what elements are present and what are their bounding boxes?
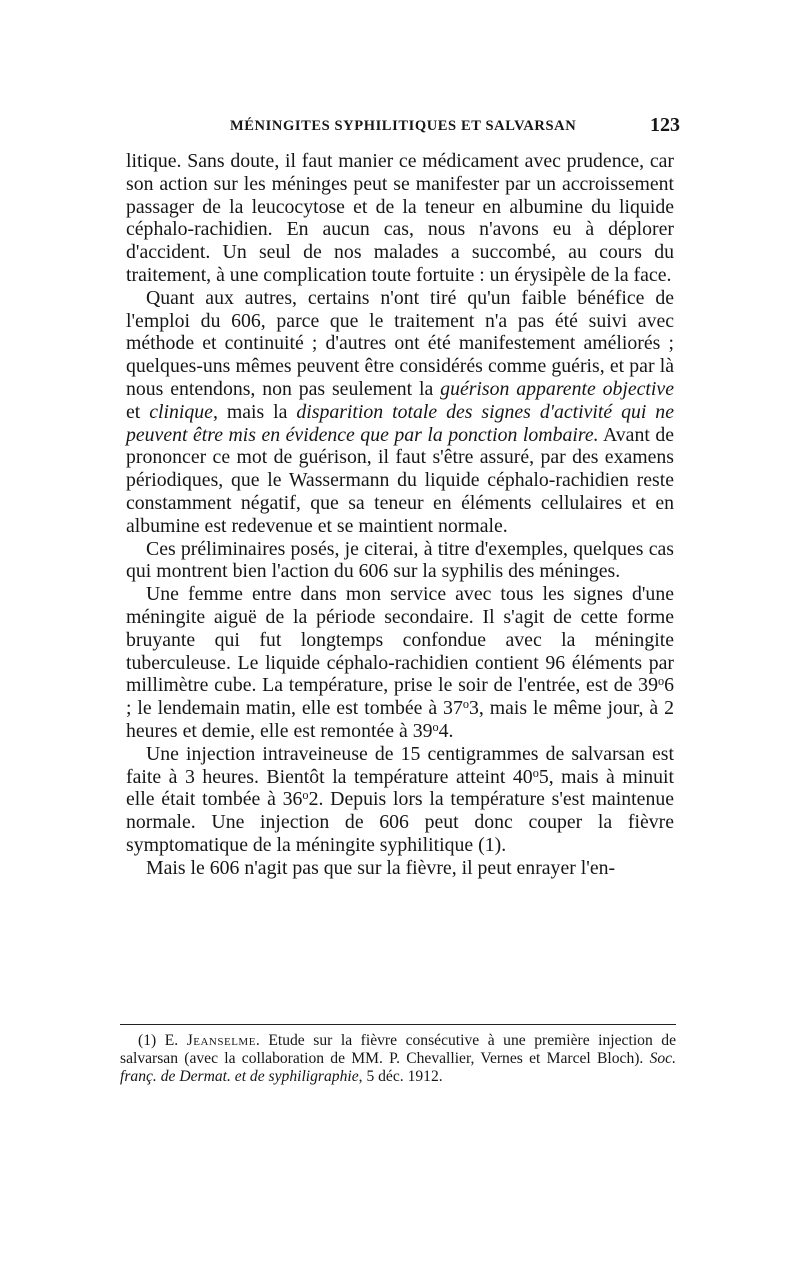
paragraph-2-text-e: , mais la <box>212 400 297 423</box>
paragraph-4 <box>126 583 674 743</box>
degree-mark: o <box>302 788 309 803</box>
paragraph-5-text-c: 2. Depuis lors la température s'est maintenue normale. Une injection de 606 peut donc couper la fièvre symptomatique de la méningite syphilitique (1). <box>126 788 675 856</box>
footnote-text-a: . Etude sur la fièvre consécutive à une première injection de salvarsan (avec la collaboration de MM. P. Chevallier, Vernes et Marcel Bloch). <box>120 1032 676 1067</box>
paragraph-4-text-b: 6 ; le lendemain matin, elle est tombée à 37 <box>126 674 674 720</box>
paragraph-2-text-g: Avant de prononcer ce mot de guérison, il faut s'être assuré, par des examens périodiques, que le Wassermann du liquide céphalo-rachidien reste constamment négatif, que sa teneur en éléments cellulaires et en albumine est redevenue et se maintient normale. <box>126 423 674 537</box>
degree-mark: o <box>657 674 665 689</box>
paragraph-5 <box>126 743 674 857</box>
paragraph-1: litique. Sans doute, il faut manier ce médicament avec prudence, car son action sur les méninges peut se manifester par un accroissement passager de la leucocytose et de la teneur en albumine du liquide céphalo-rachidien. En aucun cas, nous n'avons eu à déplorer d'accident. Un seul de nos malades a succombé, au cours du traitement, à une complication toute fortuite : un érysipèle de la face. <box>126 150 674 286</box>
paragraph-6: Mais le 606 n'agit pas que sur la fièvre, il peut enrayer l'en- <box>146 856 616 879</box>
paragraph-4-text-d: 4. <box>438 719 454 742</box>
paragraph-4-text-c: 3, mais le même jour, à 2 heures et demie, elle est remontée à 39 <box>126 697 675 742</box>
page-number: 123 <box>650 114 680 136</box>
paragraph-3: Ces préliminaires posés, je citerai, à titre d'exemples, quelques cas qui montrent bien l'action du 606 sur la syphilis des méninges. <box>126 537 674 583</box>
degree-mark: o <box>462 697 469 711</box>
paragraph-4-text-a: Une femme entre dans mon service avec tous les signes d'une méningite aiguë de la période secondaire. Il s'agit de cette forme bruyante qui fut longtemps confondue avec la méningite tuberculeuse. Le liquide céphalo-rachidien contient 96 éléments par millimètre cube. La température, prise le soir de l'entrée, est de 39 <box>126 583 674 697</box>
paragraph-2 <box>126 287 674 538</box>
footnote-divider <box>120 1024 676 1025</box>
footnote-1 <box>120 1032 676 1086</box>
page-header <box>120 116 680 140</box>
degree-mark: o <box>432 719 439 734</box>
running-title: MÉNINGITES SYPHILITIQUES ET SALVARSAN <box>230 118 577 134</box>
paragraph-2-italic-f: disparition totale des signes d'activité qui ne peuvent être mis en évidence que par la ponction lombaire. <box>126 400 674 446</box>
paragraph-2-italic-d: clinique <box>149 400 213 423</box>
paragraph-2-text-c: et <box>126 400 150 423</box>
paragraph-2-italic-b: guérison apparente objective <box>440 377 674 400</box>
footnote-text-b: , 5 déc. 1912. <box>358 1068 443 1085</box>
footnote <box>120 1032 676 1086</box>
paragraph-5-text-a: Une injection intraveineuse de 15 centigrammes de salvarsan est faite à 3 heures. Bientôt la température atteint 40 <box>126 742 674 788</box>
footnote-marker: (1) E. <box>138 1032 187 1049</box>
paragraph-2-text-a: Quant aux autres, certains n'ont tiré qu'un faible bénéfice de l'emploi du 606, parce que le traitement n'a pas été suivi avec méthode et continuité ; d'autres ont été manifestement améliorés ; quelques-uns mêmes peuvent être considérés comme guéris, et par là nous entendons, non pas seulement la <box>126 286 674 400</box>
paragraph-5-text-b: 5, mais à minuit elle était tombée à 36 <box>126 765 675 811</box>
footnote-author: Jeanselme <box>186 1032 256 1049</box>
footnote-journal: Soc. franç. de Dermat. et de syphiligraphie <box>120 1050 676 1085</box>
body-text <box>126 150 674 880</box>
degree-mark: o <box>532 765 539 780</box>
